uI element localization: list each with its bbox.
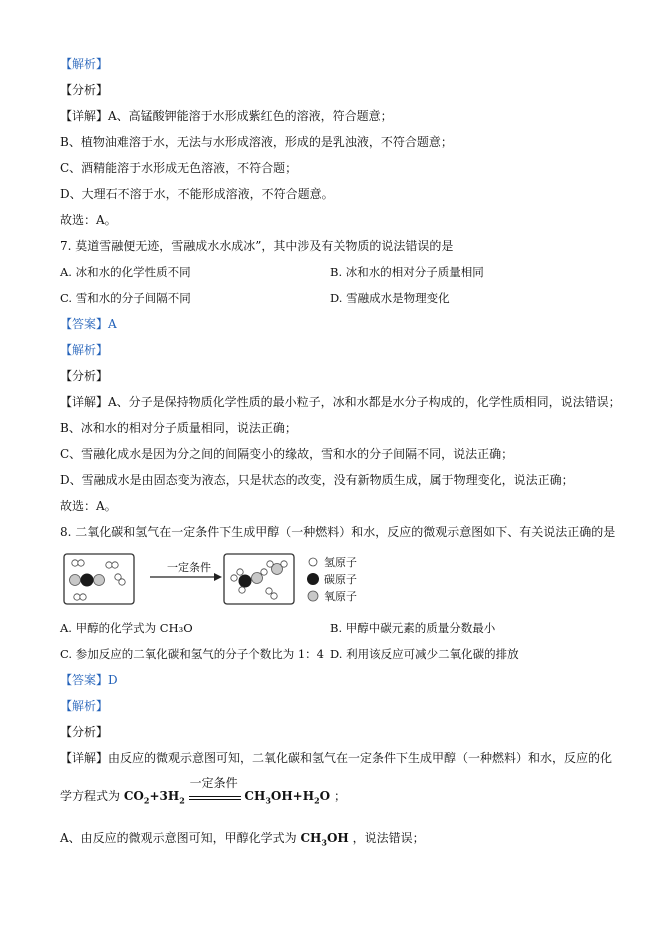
q7-option-c: C. 雪和水的分子间隔不同 — [60, 291, 191, 305]
legend-carbon-swatch — [307, 573, 319, 585]
equation-suffix: ； — [333, 789, 346, 803]
legend-oxygen-label: 氧原子 — [324, 590, 357, 603]
reaction-diagram — [62, 552, 372, 608]
q8-option-d: D. 利用该反应可减少二氧化碳的排放 — [330, 647, 519, 661]
detail-line-1: 【详解】A、高锰酸钾能溶于水形成紫红色的溶液，符合题意； — [60, 109, 393, 123]
q8-fenxi-heading: 【分析】 — [60, 725, 109, 739]
q7-jiexi-heading: 【解析】 — [60, 343, 109, 357]
arrow-head — [214, 573, 222, 581]
legend-carbon-label: 碳原子 — [324, 573, 357, 586]
legend-hydrogen-label: 氢原子 — [324, 556, 357, 569]
legend-hydrogen-swatch — [309, 558, 317, 566]
legend-oxygen-swatch — [308, 591, 318, 601]
q8-option-a: A. 甲醇的化学式为 CH₃O — [60, 621, 193, 635]
q8-option-c: C. 参加反应的二氧化碳和氢气的分子个数比为 1：4 — [60, 647, 324, 661]
choose-line-1: 故选：A。 — [60, 213, 117, 227]
q7-option-b: B. 冰和水的相对分子质量相同 — [330, 265, 484, 279]
q7-choose: 故选：A。 — [60, 499, 117, 513]
methanol-formula: $CH_3OH$ — [300, 831, 349, 848]
jiexi-heading-1: 【解析】 — [60, 57, 109, 71]
q7-detail-b: B、冰和水的相对分子质量相同，说法正确； — [60, 421, 297, 435]
detail-line-c: C、酒精能溶于水形成无色溶液，不符合题； — [60, 161, 298, 175]
q8-stem: 8. 二氧化碳和氢气在一定条件下生成甲醇（一种燃料）和水，反应的微观示意图如下、有关说法正确的是 — [60, 525, 616, 539]
detail-line-d: D、大理石不溶于水，不能形成溶液，不符合题意。 — [60, 187, 334, 201]
q7-stem: 7. 莫道雪融便无迹，雪融成水水成冰”，其中涉及有关物质的说法错误的是 — [60, 239, 454, 253]
q8-equation-line — [60, 775, 346, 808]
q8-option-b: B. 甲醇中碳元素的质量分数最小 — [330, 621, 496, 635]
equation-products: $CH_3OH+H_2O$ — [244, 789, 331, 806]
detail-line-b: B、植物油难溶于水，无法与水形成溶液，形成的是乳浊液，不符合题意； — [60, 135, 453, 149]
q7-option-a: A. 冰和水的化学性质不同 — [60, 265, 191, 279]
q8-conclusion-a — [60, 830, 425, 850]
conclusion-a-suffix: ，说法错误； — [352, 831, 425, 845]
fenxi-heading-1: 【分析】 — [60, 83, 109, 97]
q7-fenxi-heading: 【分析】 — [60, 369, 109, 383]
equation-condition-arrow — [189, 775, 241, 805]
equation-reactants: $CO_2+3H_2$ — [123, 789, 185, 806]
q8-jiexi-heading: 【解析】 — [60, 699, 109, 713]
q7-detail-d: D、雪融成水是由固态变为液态，只是状态的改变，没有新物质生成，属于物理变化，说法正确； — [60, 473, 574, 487]
conclusion-a-prefix: A、由反应的微观示意图可知，甲醇化学式为 — [60, 831, 297, 845]
co2-molecule — [70, 574, 105, 587]
arrow-condition: 一定条件 — [167, 561, 211, 574]
legend — [307, 555, 357, 603]
q7-answer: 【答案】A — [60, 317, 117, 331]
q8-detail: 【详解】由反应的微观示意图可知，二氧化碳和氢气在一定条件下生成甲醇（一种燃料）和水，反应的化 — [60, 751, 613, 765]
equation-condition: 一定条件 — [189, 775, 238, 790]
equation-prefix: 学方程式为 — [60, 789, 121, 803]
q7-detail-a: 【详解】A、分子是保持物质化学性质的最小粒子，冰和水都是水分子构成的，化学性质相同，说法错误； — [60, 395, 621, 409]
q8-answer: 【答案】D — [60, 673, 118, 687]
q7-detail-c: C、雪融化成水是因为分之间的间隔变小的缘故，雪和水的分子间隔不同，说法正确； — [60, 447, 514, 461]
q7-option-d: D. 雪融成水是物理变化 — [330, 291, 450, 305]
